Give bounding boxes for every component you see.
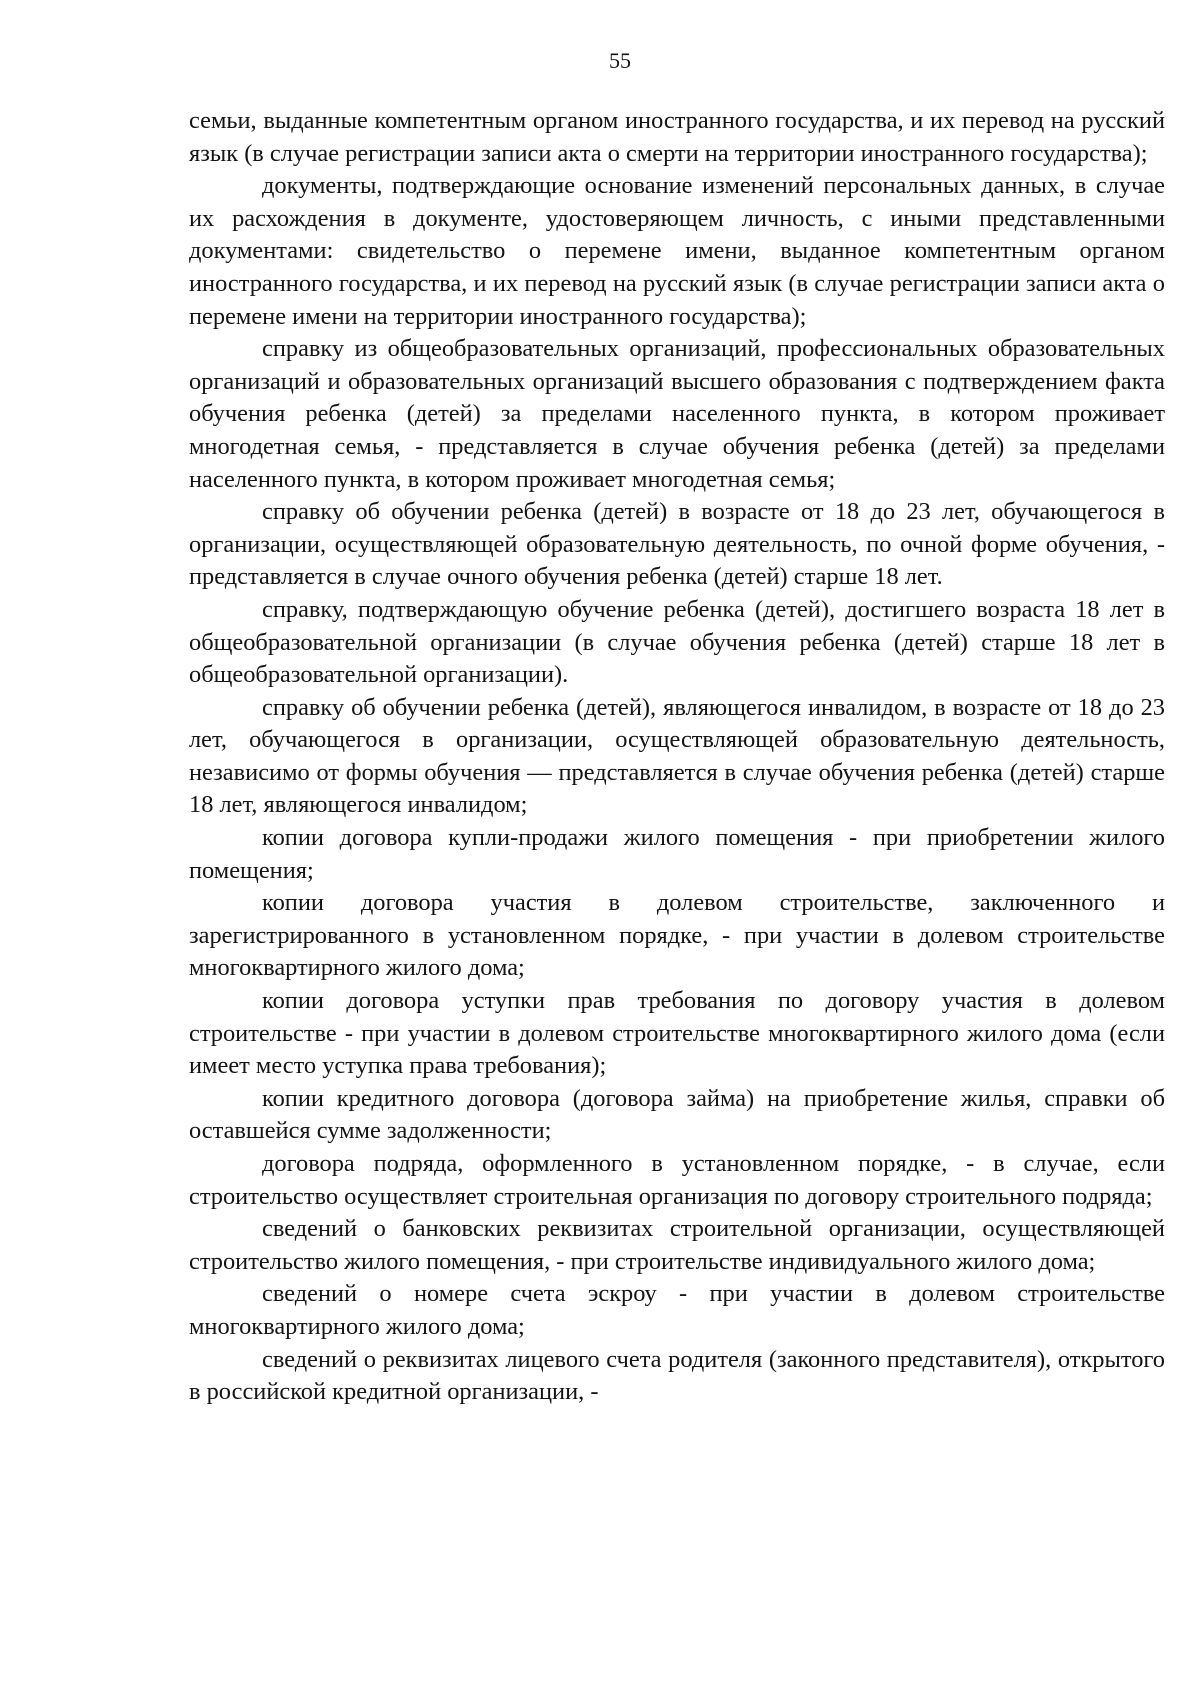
document-body	[189, 105, 1165, 1409]
paragraph: договора подряда, оформленного в установленном порядке, - в случае, если строительство осуществляет строительная организация по договору строительного подряда;	[189, 1150, 1165, 1210]
paragraph: копии кредитного договора (договора займа) на приобретение жилья, справки об оставшейся сумме задолженности;	[189, 1084, 1165, 1145]
paragraph: справку об обучении ребенка (детей) в возрасте от 18 до 23 лет, обучающегося в организации, осуществляющей образовательную деятельность, по очной форме обучения, - представляется в случае очного обучения ребенка (детей) старше 18 лет.	[189, 498, 1165, 591]
paragraph: справку из общеобразовательных организаций, профессиональных образовательных организаций и образовательных организаций высшего образования с подтверждением факта обучения ребенка (детей) за пределами населенного пункта, в котором проживает многодетная семья, - представляется в случае обучения ребенка (детей) за пределами населенного пункта, в котором проживает многодетная семья;	[189, 335, 1165, 493]
paragraph: копии договора участия в долевом строительстве, заключенного и зарегистрированного в установленном порядке, - при участии в долевом строительстве многоквартирного жилого дома;	[189, 889, 1165, 982]
paragraph: сведений о реквизитах лицевого счета родителя (законного представителя), открытого в российской кредитной организации, -	[189, 1345, 1165, 1406]
paragraph: копии договора уступки прав требования по договору участия в долевом строительстве - при участии в долевом строительстве многоквартирного жилого дома (если имеет место уступка права требования);	[189, 987, 1165, 1080]
paragraph: сведений о банковских реквизитах строительной организации, осуществляющей строительство жилого помещения, - при строительстве индивидуального жилого дома;	[189, 1215, 1165, 1275]
paragraph: справку, подтверждающую обучение ребенка (детей), достигшего возраста 18 лет в общеобразовательной организации (в случае обучения ребенка (детей) старше 18 лет в общеобразовательной организации).	[189, 595, 1165, 689]
page-number: 55	[609, 48, 631, 73]
paragraph: сведений о номере счета эскроу - при участии в долевом строительстве многоквартирного жилого дома;	[189, 1280, 1165, 1340]
paragraph: копии договора купли-продажи жилого помещения - при приобретении жилого помещения;	[189, 824, 1165, 884]
paragraph: семьи, выданные компетентным органом иностранного государства, и их перевод на русский язык (в случае регистрации записи акта о смерти на территории иностранного государства);	[189, 107, 1165, 167]
paragraph: документы, подтверждающие основание изменений персональных данных, в случае их расхождения в документе, удостоверяющем личность, с иными представленными документами: свидетельство о перемене имени, выданное компетентным органом иностранного государства, и их перевод на русский язык (в случае регистрации записи акта о перемене имени на территории иностранного государства);	[189, 172, 1165, 330]
paragraph: справку об обучении ребенка (детей), являющегося инвалидом, в возрасте от 18 до 23 лет, обучающегося в организации, осуществляющей образовательную деятельность, независимо от формы обучения — представляется в случае обучения ребенка (детей) старше 18 лет, являющегося инвалидом;	[189, 693, 1165, 819]
